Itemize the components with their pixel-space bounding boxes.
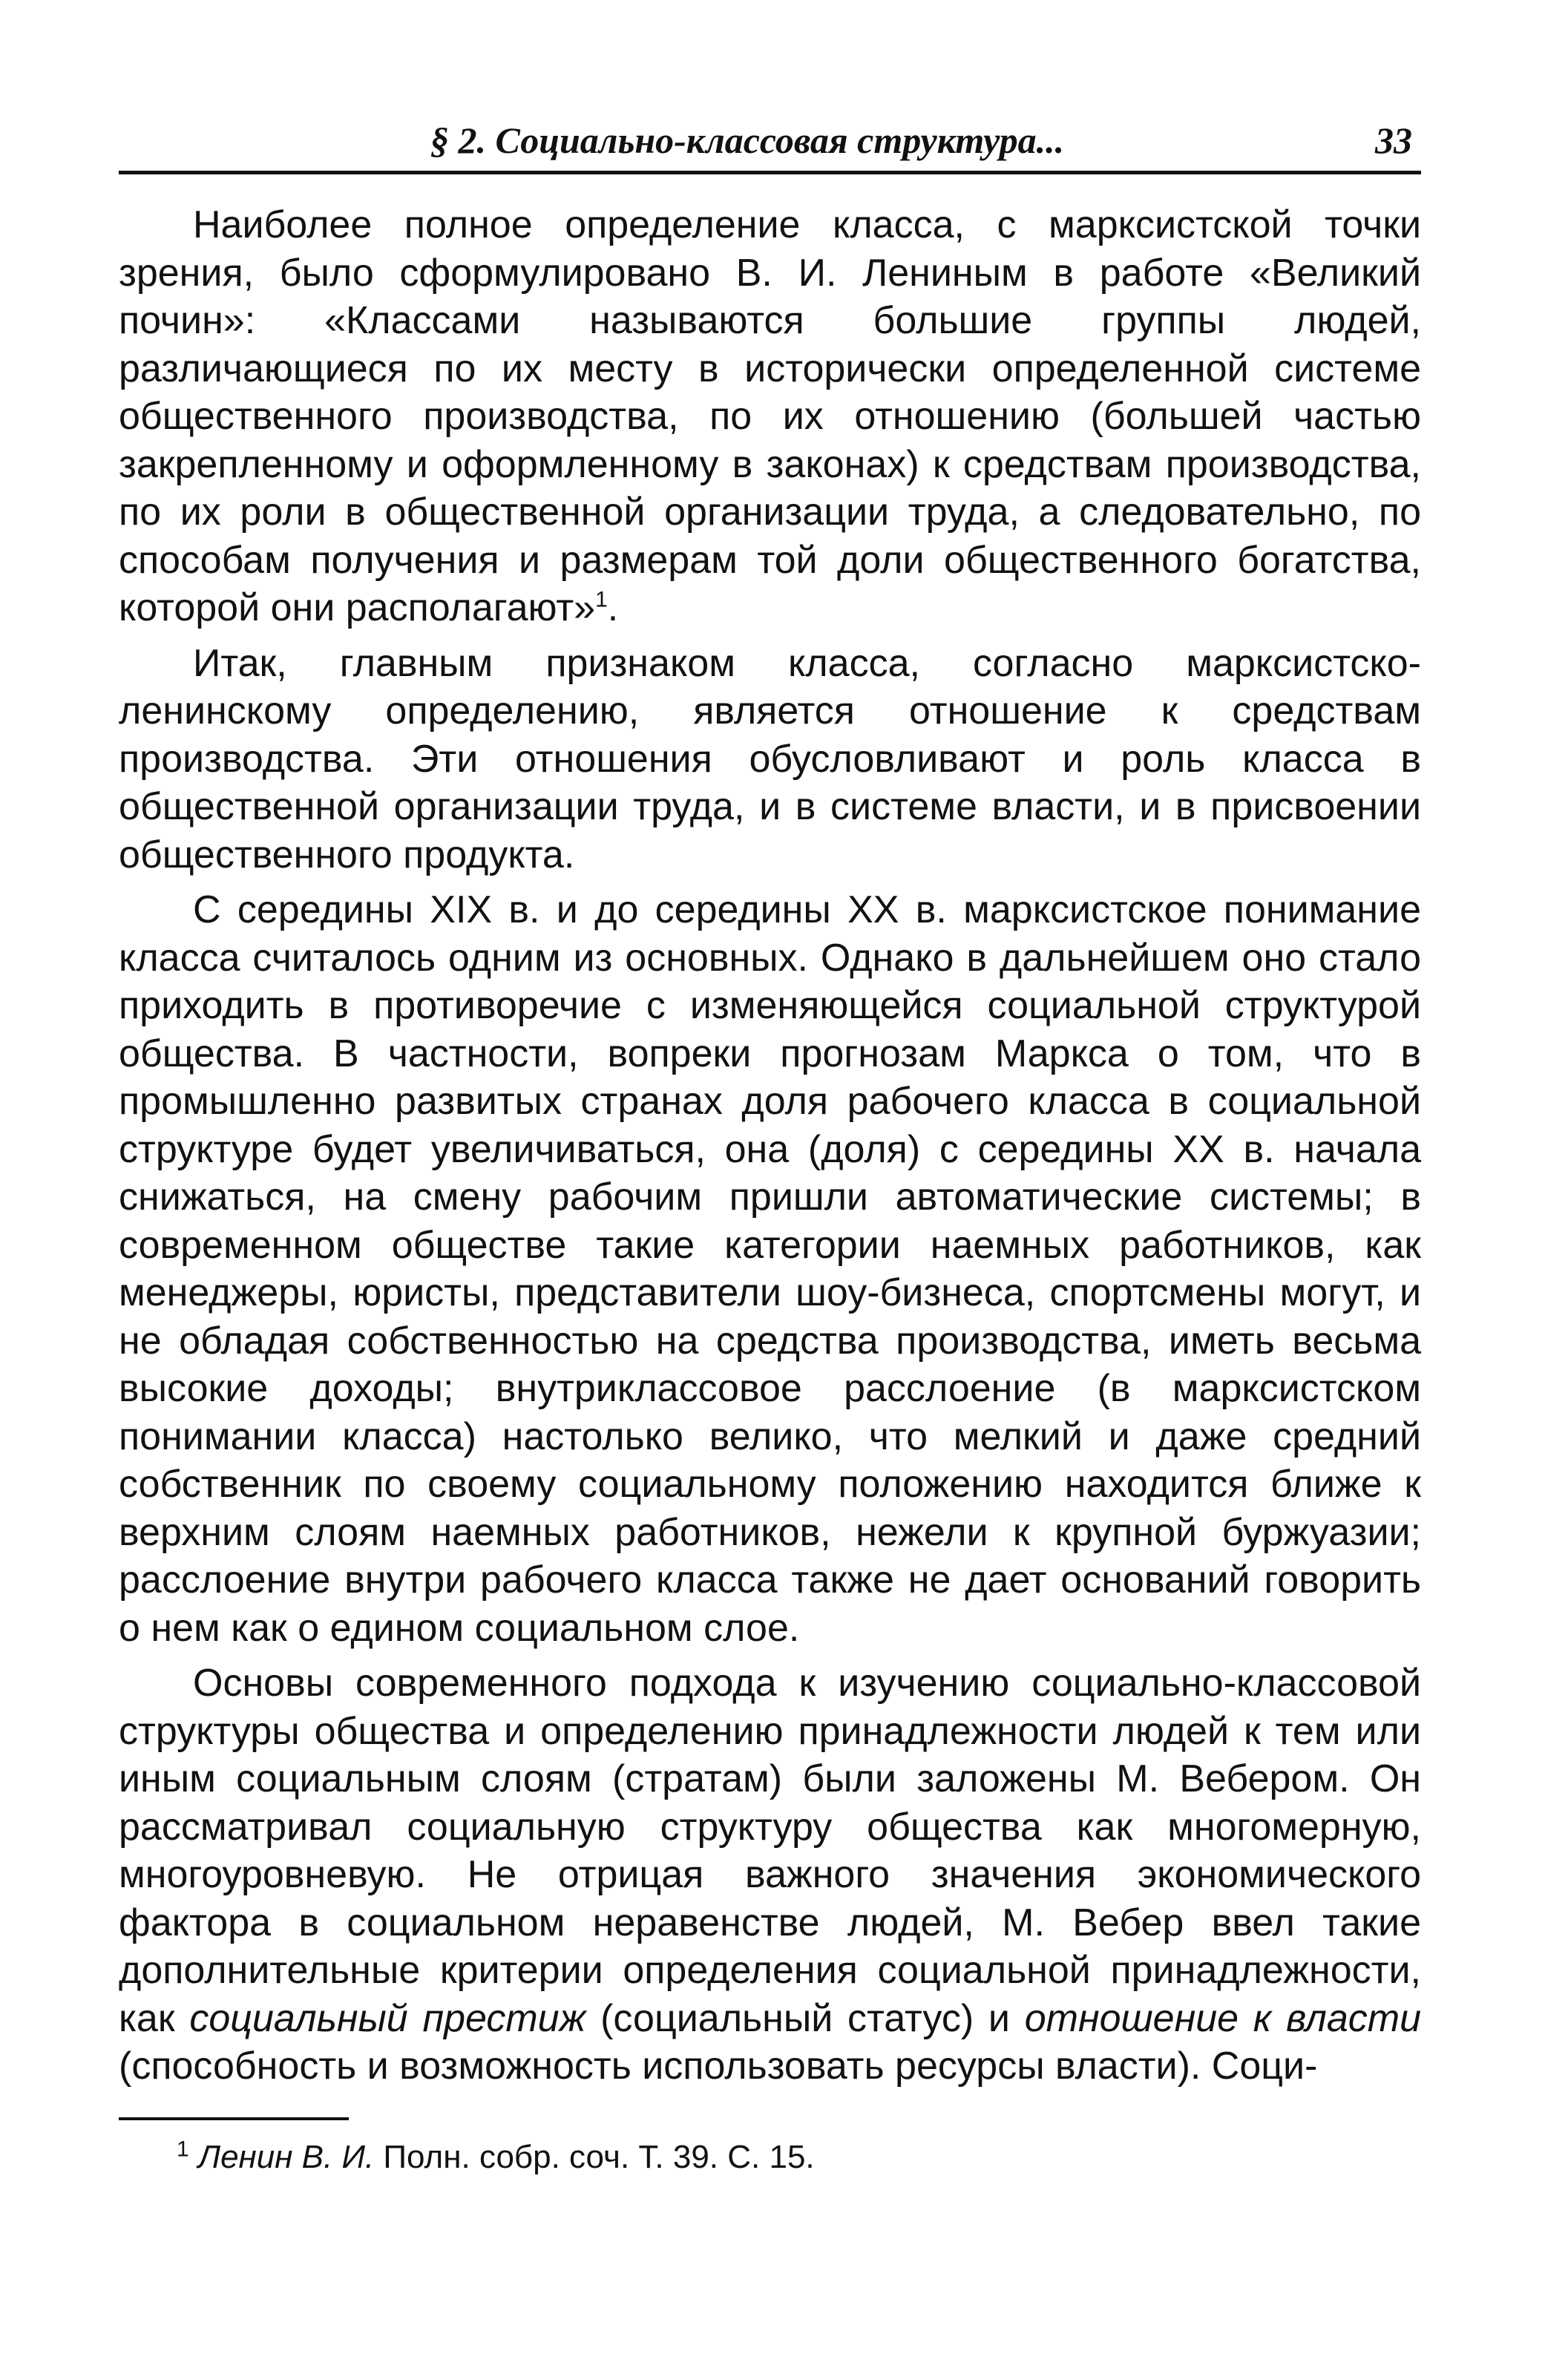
running-header xyxy=(119,119,1421,174)
footnote-author: Ленин В. И. xyxy=(197,2138,375,2175)
book-page xyxy=(119,119,1421,2178)
footnote-citation: Полн. собр. соч. Т. 39. С. 15. xyxy=(374,2138,815,2175)
footnote xyxy=(119,2137,1421,2178)
term-social-prestige: социальный престиж xyxy=(189,1996,586,2040)
paragraph-4-text-end: (способность и возможность использовать ресурсы власти). Соци- xyxy=(119,2045,1318,2088)
body-text xyxy=(119,201,1421,2091)
page-number: 33 xyxy=(1375,119,1412,161)
paragraph-1-end: . xyxy=(607,586,619,629)
footnote-divider xyxy=(119,2117,349,2120)
term-relation-to-power: отношение к власти xyxy=(1024,1996,1422,2040)
paragraph-3: С середины XIX в. и до середины XX в. марксистское понимание класса считалось одним из основных. Однако в дальнейшем оно стало приходить в противоречие с изменяющейся социальной структурой общества. В частности, вопреки прогнозам Маркса о том, что в промышленно развитых странах доля рабочего класса в социальной структуре будет увеличиваться, она (доля) с середины XX в. начала снижаться, на смену рабочим пришли автоматические системы; в современном обществе такие категории наемных работников, как менеджеры, юристы, представители шоу-бизнеса, спортсмены могут, и не обладая собственностью на средства производства, иметь весьма высокие доходы; внутриклассовое расслоение (в марксистском понимании класса) настолько велико, что мелкий и даже средний собственник по своему социальному положению находится ближе к верхним слоям наемных работников, нежели к крупной буржуазии; расслоение внутри рабочего класса также не дает оснований говорить о нем как о едином социальном слое. xyxy=(119,888,1421,1650)
paragraph-4-text-middle: (социальный статус) и xyxy=(585,1996,1025,2040)
paragraph-1 xyxy=(119,201,1421,632)
paragraph-1-text: Наиболее полное определение класса, с марксистской точки зрения, было сформулировано В. И. Лениным в работе «Великий почин»: «Классами называются большие группы людей, различающиеся по их месту в исторически определенной системе общественного производства, по их отношению (большей частью закрепленному и оформленному в законах) к средствам производства, по их роли в общественной организации труда, а следовательно, по способам получения и размерам той доли общественного богатства, которой они располагают» xyxy=(119,203,1421,629)
chapter-section-title: § 2. Социально-классовая структура... xyxy=(430,119,1065,161)
footnote-reference: 1 xyxy=(595,587,608,612)
paragraph-4 xyxy=(119,1659,1421,2091)
paragraph-4-text-start: Основы современного подхода к изучению социально-классовой структуры общества и определению принадлежности людей к тем или иным социальным слоям (стратам) были заложены М. Вебером. Он рассматривал социальную структуру общества как многомерную, многоуровневую. Не отрицая важного значения экономического фактора в социальном неравенстве людей, М. Вебер ввел такие дополнительные критерии определения социальной принадлежности, как xyxy=(119,1662,1421,2040)
paragraph-2: Итак, главным признаком класса, согласно марксистско-ленинскому определению, является отношение к средствам производства. Эти отношения обусловливают и роль класса в общественной организации труда, и в системе власти, и в присвоении общественного продукта. xyxy=(119,641,1421,876)
footnote-marker: 1 xyxy=(177,2136,189,2161)
